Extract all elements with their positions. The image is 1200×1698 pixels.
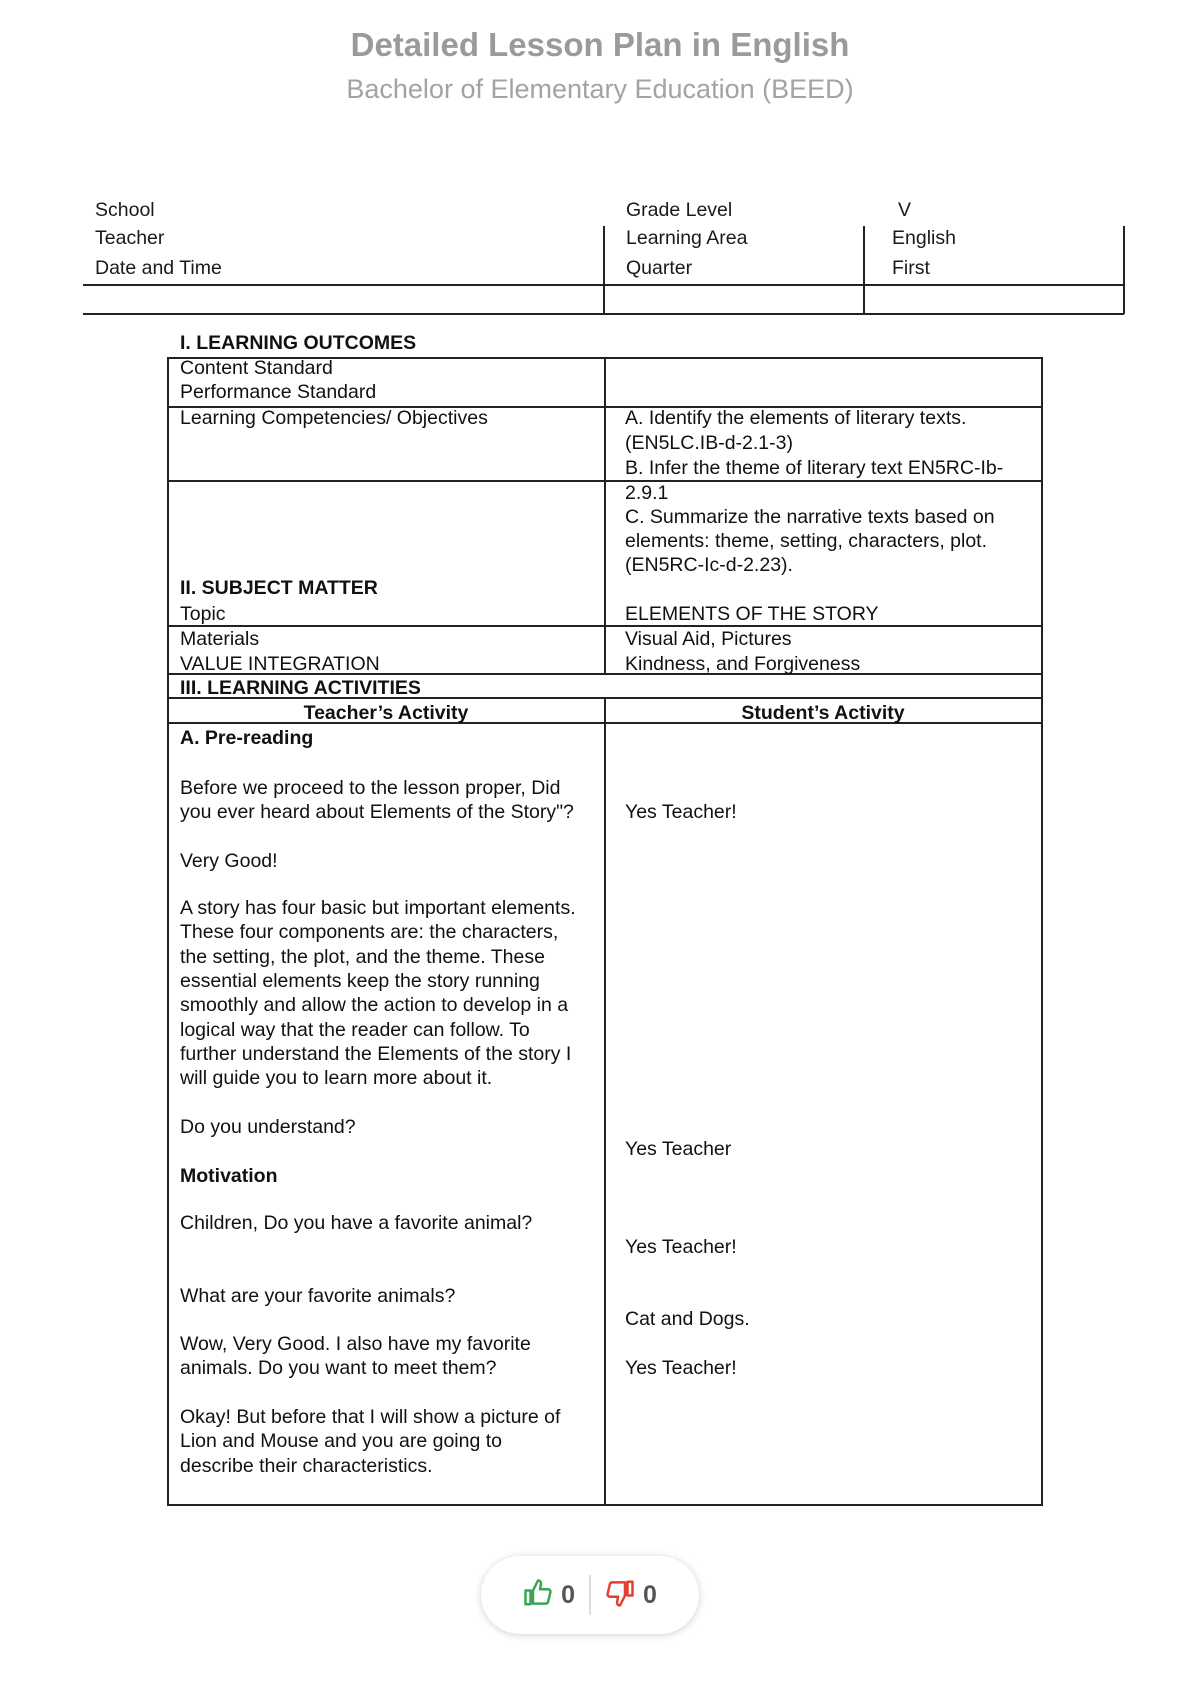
objective-c-line-1: C. Summarize the narrative texts based on <box>625 506 995 528</box>
teacher-line: the setting, the plot, and the theme. These <box>180 946 545 968</box>
teacher-line: These four components are: the characters, <box>180 921 559 943</box>
student-line: Yes Teacher! <box>625 1236 737 1258</box>
materials-label: Materials <box>180 628 260 650</box>
teacher-line: What are your favorite animals? <box>180 1285 456 1307</box>
table-border <box>167 357 169 1505</box>
teacher-line: Lion and Mouse and you are going to <box>180 1430 502 1452</box>
table-rule <box>167 625 1043 627</box>
teacher-line: will guide you to learn more about it. <box>180 1067 493 1089</box>
upvote-button[interactable] <box>509 1578 589 1613</box>
objective-c-line-2: elements: theme, setting, characters, plot. <box>625 530 988 552</box>
document-title: Detailed Lesson Plan in English <box>350 26 850 63</box>
competencies-label: Learning Competencies/ Objectives <box>180 407 488 429</box>
topic-value: ELEMENTS OF THE STORY <box>625 603 879 625</box>
subject-matter-heading: II. SUBJECT MATTER <box>180 577 378 599</box>
learning-area-value: English <box>892 227 956 249</box>
student-line: Yes Teacher! <box>625 1357 737 1379</box>
downvote-count: 0 <box>643 1580 657 1609</box>
motivation-heading: Motivation <box>180 1165 278 1187</box>
table-column-divider <box>604 697 606 1505</box>
objective-b-line-2: 2.9.1 <box>625 482 669 504</box>
teacher-line: Do you understand? <box>180 1116 356 1138</box>
teacher-line: Children, Do you have a favorite animal? <box>180 1212 533 1234</box>
learning-outcomes-heading: I. LEARNING OUTCOMES <box>180 332 417 354</box>
content-standard-label: Content Standard <box>180 357 333 379</box>
teacher-line: A story has four basic but important elements. <box>180 897 576 919</box>
teacher-line: Wow, Very Good. I also have my favorite <box>180 1333 531 1355</box>
quarter-value: First <box>892 257 930 279</box>
learning-activities-heading: III. LEARNING ACTIVITIES <box>180 677 421 699</box>
table-rule <box>167 1504 1043 1506</box>
teacher-line: further understand the Elements of the story I <box>180 1043 572 1065</box>
school-label: School <box>95 199 155 221</box>
pre-reading-heading: A. Pre-reading <box>180 727 314 749</box>
teacher-activity-header: Teacher’s Activity <box>303 702 469 724</box>
materials-value: Visual Aid, Pictures <box>625 628 792 650</box>
vote-bar <box>481 1556 699 1634</box>
objective-c-line-3: (EN5RC-Ic-d-2.23). <box>625 554 793 576</box>
teacher-line: Very Good! <box>180 850 278 872</box>
quarter-label: Quarter <box>626 257 693 279</box>
objective-b-line-1: B. Infer the theme of literary text EN5RC-Ib- <box>625 457 1004 479</box>
objective-a-line-1: A. Identify the elements of literary texts. <box>625 407 967 429</box>
thumbs-up-icon <box>523 1578 553 1613</box>
teacher-line: Okay! But before that I will show a picture of <box>180 1406 561 1428</box>
date-time-label: Date and Time <box>95 257 222 279</box>
objective-a-line-2: (EN5LC.IB-d-2.1-3) <box>625 432 793 454</box>
performance-standard-label: Performance Standard <box>180 381 377 403</box>
value-integration-label: VALUE INTEGRATION <box>180 653 380 675</box>
learning-area-label: Learning Area <box>626 227 748 249</box>
topic-label: Topic <box>180 603 226 625</box>
teacher-line: essential elements keep the story running <box>180 970 540 992</box>
student-line: Cat and Dogs. <box>625 1308 750 1330</box>
teacher-line: describe their characteristics. <box>180 1455 433 1477</box>
table-border <box>1041 357 1043 1505</box>
teacher-line: Before we proceed to the lesson proper, Did <box>180 777 561 799</box>
grade-level-value: V <box>898 199 912 221</box>
teacher-label: Teacher <box>95 227 165 249</box>
downvote-button[interactable] <box>591 1578 671 1613</box>
document-subtitle: Bachelor of Elementary Education (BEED) <box>346 74 854 104</box>
upvote-count: 0 <box>561 1580 575 1609</box>
thumbs-down-icon <box>605 1578 635 1613</box>
teacher-line: you ever heard about Elements of the Story"? <box>180 801 574 823</box>
teacher-line: logical way that the reader can follow. To <box>180 1019 530 1041</box>
grade-level-label: Grade Level <box>626 199 733 221</box>
value-integration-value: Kindness, and Forgiveness <box>625 653 861 675</box>
student-line: Yes Teacher <box>625 1138 732 1160</box>
info-divider <box>863 226 865 314</box>
student-line: Yes Teacher! <box>625 801 737 823</box>
info-divider <box>603 226 605 314</box>
info-divider <box>1123 226 1125 314</box>
teacher-line: animals. Do you want to meet them? <box>180 1357 497 1379</box>
student-activity-header: Student’s Activity <box>741 702 905 724</box>
teacher-line: smoothly and allow the action to develop in a <box>180 994 569 1016</box>
